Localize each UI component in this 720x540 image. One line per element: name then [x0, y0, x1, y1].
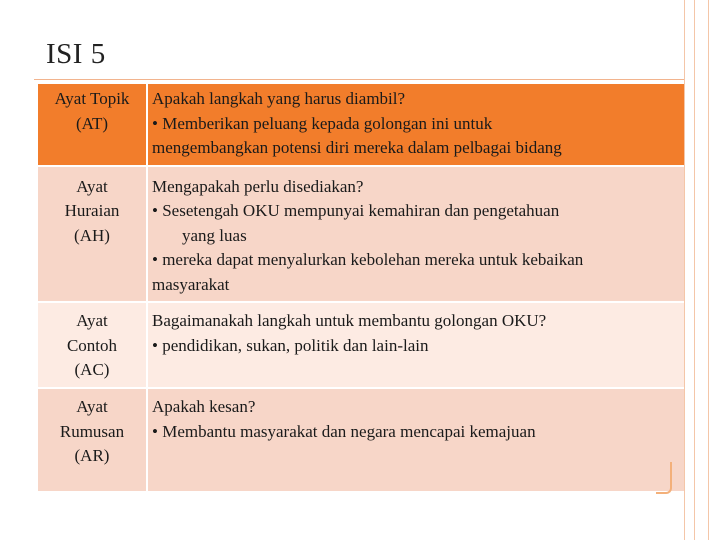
slide-border-line — [708, 0, 709, 540]
content-table — [38, 84, 684, 493]
row-content: Apakah langkah yang harus diambil? • Memberikan peluang kepada golongan ini untuk mengembangkan potensi diri mereka dalam pelbagai bidang — [148, 84, 684, 167]
slide-border-line — [694, 0, 695, 540]
table-row — [38, 167, 684, 304]
slide-title: ISI 5 — [46, 38, 106, 70]
slide-border-line — [684, 0, 685, 540]
table-row — [38, 303, 684, 389]
row-content: Apakah kesan? • Membantu masyarakat dan negara mencapai kemajuan — [148, 389, 684, 493]
decorative-corner — [656, 462, 672, 494]
table-row — [38, 389, 684, 493]
table-row — [38, 84, 684, 167]
row-label: Ayat Topik (AT) — [38, 84, 148, 167]
row-content: Bagaimanakah langkah untuk membantu golongan OKU? • pendidikan, sukan, politik dan lain-lain — [148, 303, 684, 389]
row-label: Ayat Contoh (AC) — [38, 303, 148, 389]
row-label: Ayat Huraian (AH) — [38, 167, 148, 304]
title-divider — [34, 79, 684, 80]
row-label: Ayat Rumusan (AR) — [38, 389, 148, 493]
row-content: Mengapakah perlu disediakan? • Sesetengah OKU mempunyai kemahiran dan pengetahuan yang luas • mereka dapat menyalurkan kebolehan mereka untuk kebaikan masyarakat — [148, 167, 684, 304]
